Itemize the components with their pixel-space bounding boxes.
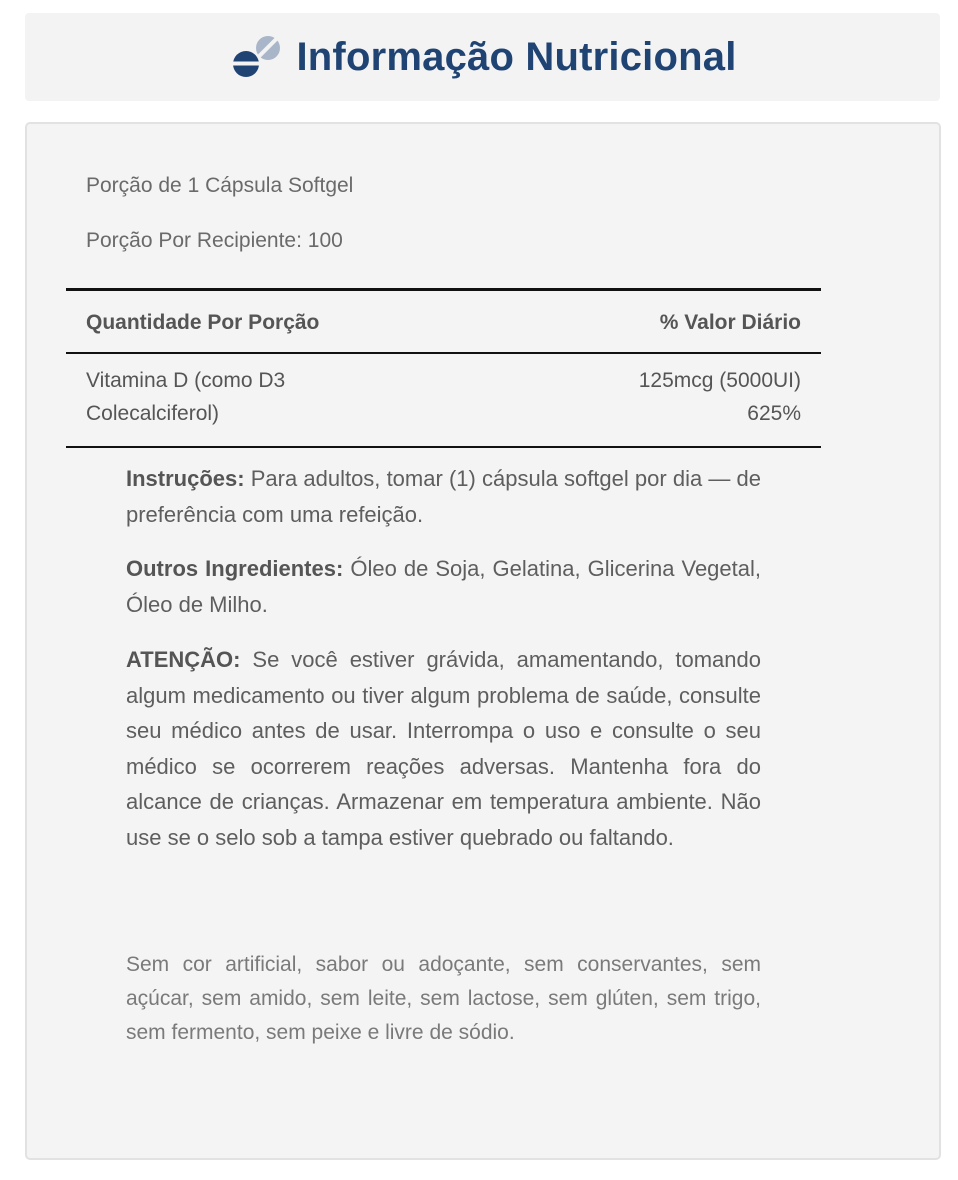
- warning-text: Se você estiver grávida, amamentando, tomando algum medicamento ou tiver algum problema de saúde, consulte seu médico antes de usar. Interrompa o uso e consulte o seu médico se ocorrerem reações adversas. Mantenha fora do alcance de crianças. Armazenar em temperatura ambiente. Não use se o selo sob a tampa estiver quebrado ou faltando.: [126, 647, 761, 850]
- warning-paragraph: [126, 642, 761, 855]
- nutrient-name-line2: Colecalciferol): [86, 402, 220, 425]
- nutrient-values: [639, 364, 801, 430]
- pill-icon: [228, 34, 284, 80]
- nutrient-name-line1: Vitamina D (como D3: [86, 369, 286, 392]
- serving-size: Porção de 1 Cápsula Softgel: [86, 174, 354, 197]
- other-ingredients-paragraph: [126, 551, 761, 622]
- nutrition-panel: [25, 122, 941, 1160]
- nutrient-daily-value: 625%: [747, 402, 801, 425]
- instructions-label: Instruções:: [126, 466, 245, 491]
- other-ingredients-label: Outros Ingredientes:: [126, 556, 344, 581]
- table-row: [66, 354, 821, 446]
- facts-header-row: [66, 291, 821, 354]
- instructions-text: Para adultos, tomar (1) cápsula softgel por dia — de preferência com uma refeição.: [126, 466, 761, 527]
- column-daily-value: % Valor Diário: [659, 311, 801, 334]
- other-ingredients-text: Óleo de Soja, Gelatina, Glicerina Vegetal, Óleo de Milho.: [126, 556, 762, 617]
- nutrient-name: [86, 364, 285, 430]
- warning-label: ATENÇÃO:: [126, 647, 241, 672]
- instructions-paragraph: [126, 461, 761, 532]
- nutrient-amount: 125mcg (5000UI): [638, 369, 801, 392]
- column-amount-per-serving: Quantidade Por Porção: [86, 311, 320, 334]
- servings-per-container: Porção Por Recipiente: 100: [86, 229, 343, 252]
- page-title: Informação Nutricional: [296, 34, 737, 79]
- header-banner: [25, 13, 940, 101]
- free-from-paragraph: Sem cor artificial, sabor ou adoçante, sem conservantes, sem açúcar, sem amido, sem leite, sem lactose, sem glúten, sem trigo, sem fermento, sem peixe e livre de sódio.: [126, 953, 761, 1044]
- nutrition-facts-table: [66, 288, 821, 448]
